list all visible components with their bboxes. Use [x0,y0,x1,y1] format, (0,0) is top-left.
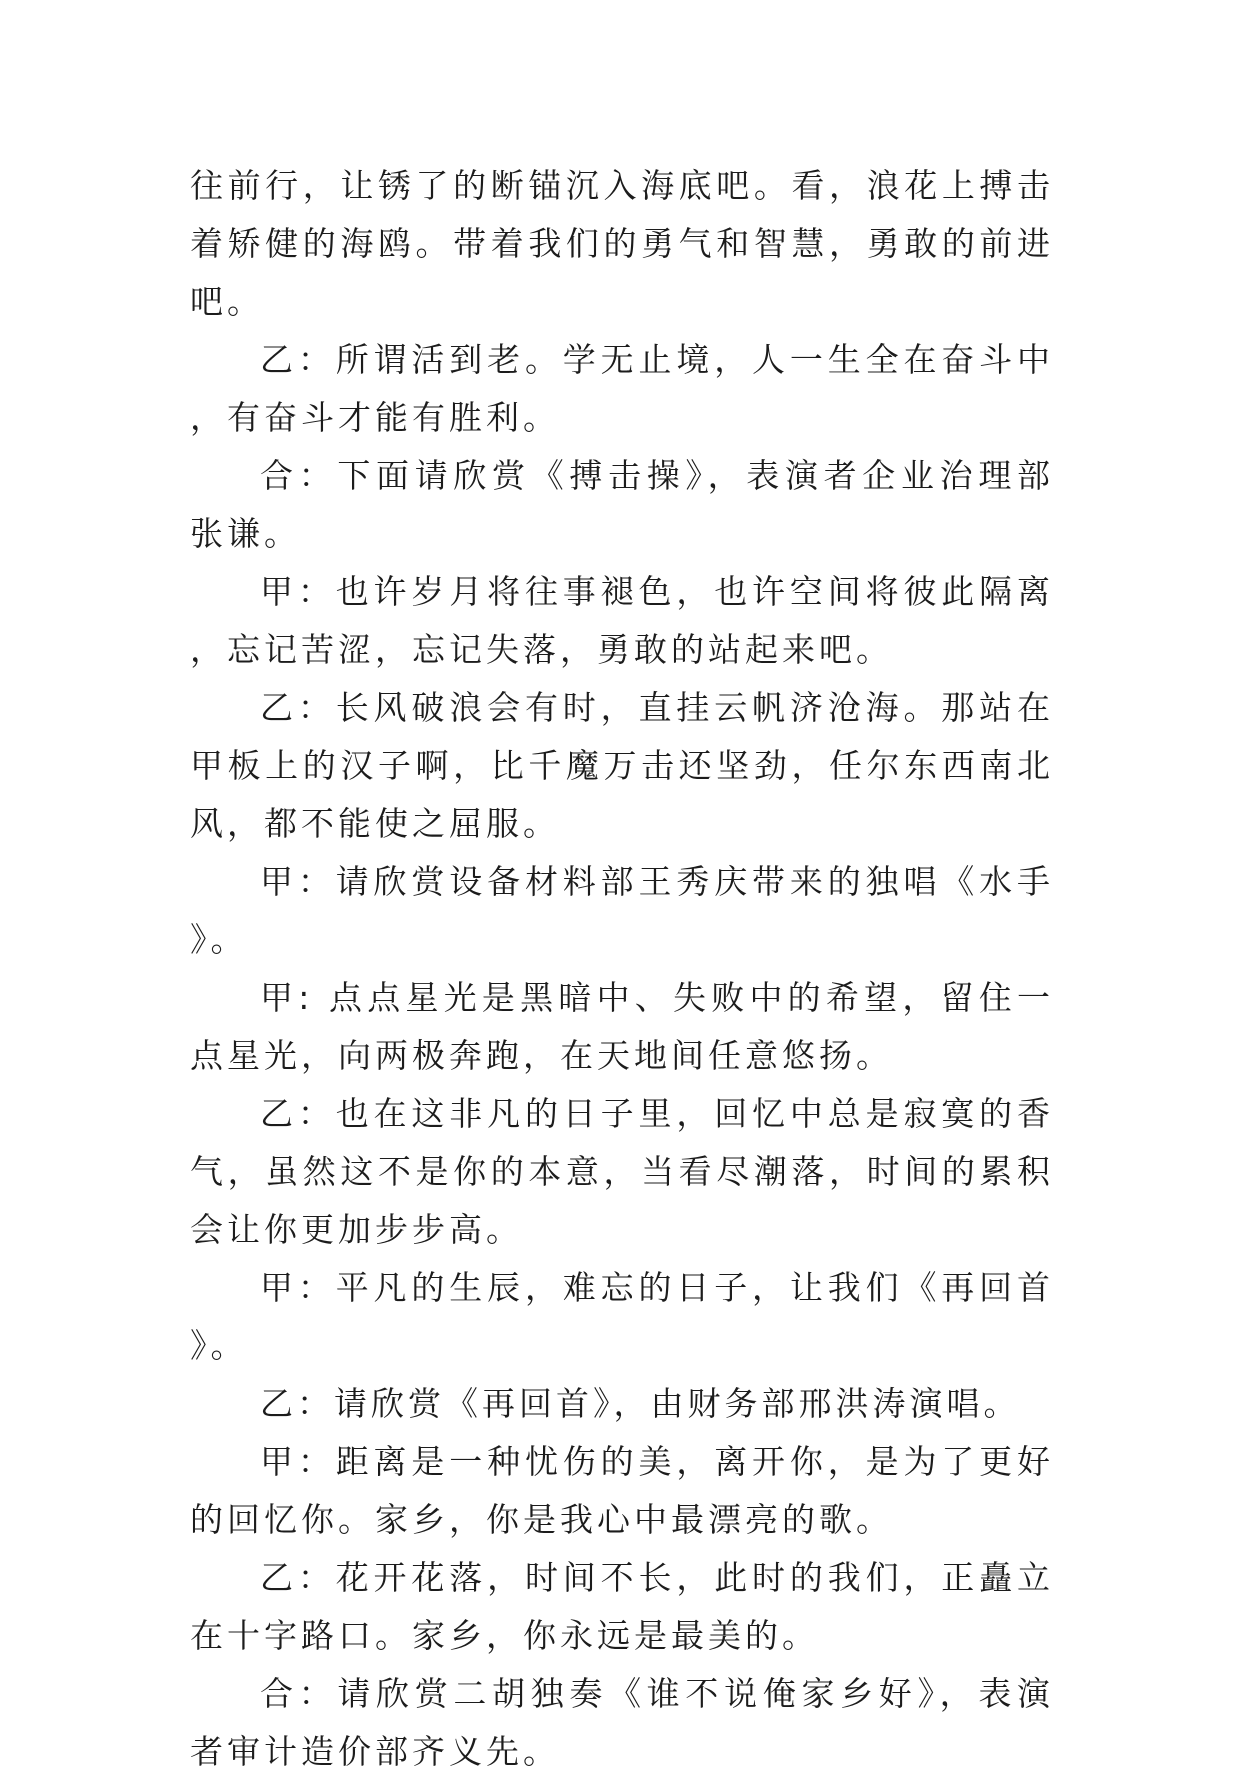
paragraph: 甲：平凡的生辰，难忘的日子，让我们《再回首》。 [190,1268,1054,1365]
paragraph: 合：下面请欣赏《搏击操》，表演者企业治理部张谦。 [190,456,1054,553]
paragraph: 甲：也许岁月将往事褪色，也许空间将彼此隔离，忘记苦涩，忘记失落，勇敢的站起来吧。 [190,572,1054,669]
paragraph: 甲：距离是一种忧伤的美，离开你，是为了更好的回忆你。家乡，你是我心中最漂亮的歌。 [190,1442,1054,1539]
document-body [190,157,1054,1781]
paragraph: 甲: 点点星光是黑暗中、失败中的希望，留住一点星光，向两极奔跑，在天地间任意悠扬。 [190,978,1054,1075]
paragraph: 乙：也在这非凡的日子里，回忆中总是寂寞的香气，虽然这不是你的本意，当看尽潮落，时间的累积会让你更加步步高。 [190,1094,1054,1249]
paragraph: 合：请欣赏二胡独奏《谁不说俺家乡好》，表演者审计造价部齐义先。 [190,1674,1054,1771]
paragraph: 乙：长风破浪会有时，直挂云帆济沧海。那站在甲板上的汉子啊，比千魔万击还坚劲，任尔东西南北风，都不能使之屈服。 [190,688,1054,843]
paragraph: 乙：请欣赏《再回首》，由财务部邢洪涛演唱。 [260,1384,1021,1423]
paragraph: 甲：请欣赏设备材料部王秀庆带来的独唱《水手》。 [190,862,1054,959]
paragraph: 乙：所谓活到老。学无止境，人一生全在奋斗中，有奋斗才能有胜利。 [190,340,1054,437]
paragraph: 往前行，让锈了的断锚沉入海底吧。看，浪花上搏击着矫健的海鸥。带着我们的勇气和智慧，勇敢的前进吧。 [190,166,1054,321]
paragraph: 乙：花开花落，时间不长，此时的我们，正矗立在十字路口。家乡，你永远是最美的。 [190,1558,1054,1655]
